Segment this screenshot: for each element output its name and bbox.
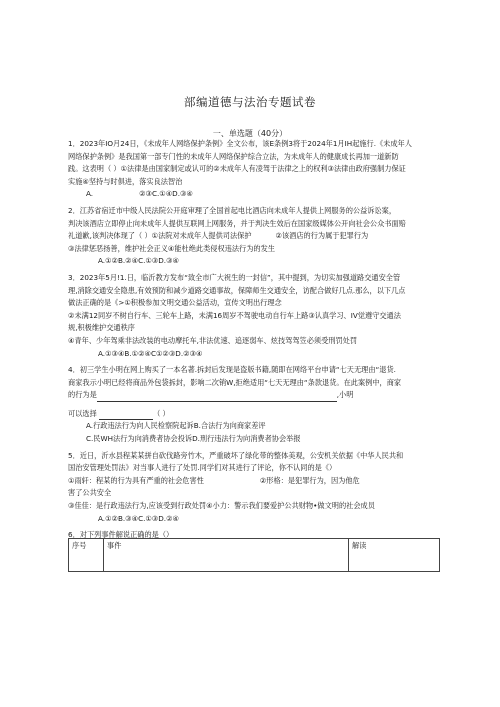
q4-text: ,小明 [336,390,354,400]
q5-line: 害了公共安全 [68,488,112,498]
q4-line [68,389,440,402]
q4-line: 4．初三学生小明在网上购买了一本名著.拆封后发现是盗版书籍,随即在网络平台申请“七天无理由“退货. [68,365,396,375]
q1-line: 实施④坚持与时俱进，落实良法智治 [68,176,183,186]
answer-blank[interactable] [97,392,337,402]
q6-table [68,538,440,572]
header-cell-interpretation: 解读 [349,539,440,572]
q1-option-a: A. [86,189,94,199]
q5-statement-2: ②形格：是犯罪行为，因为他危 [259,475,360,485]
q1-option-rest: ②③C.①④D.③④ [139,189,193,199]
page-title: 部编道德与法治专题试卷 [184,95,316,109]
q2-statement-1: 礼道歉,该判决体现了（ ）①法院对未成年人提供司法保护 [68,231,252,241]
q5-line: 5．近日，沂水县程某某拼自砍伐路旁竹木，严重破坏了绿化带的整体美观，公安机关依据《中华人民共和 [68,450,404,460]
table-header-row [69,539,440,572]
q1-line: 践。这表明（ ）①法律是由国家制定或认可的②未成年人有凌驾于法律之上的权利③法律由政府强制力保证 [68,164,406,174]
header-cell-event: 事件 [104,539,349,572]
q3-line: 理,消除交通安全隐患,有效预防和减少道路交通事故，保障师生交通安全，访配合做好几点.那么，以下几点 [68,285,406,295]
question-body [68,138,440,542]
header-cell-number: 序号 [69,539,104,572]
q6-line: 6．对下列事件解说正确的是（） [68,530,174,540]
q3-line: ②未满12同岁不树自行车、三轮车上路，未满16周岁不驾驶电动自行车上路③认真学习、IV觉遵守交通法 [68,310,401,320]
q5-options: A.①②B.③④C.①③D.②④ [98,513,179,523]
q4-option: A.行政违法行为向人民检察院起诉B.合法行为向商家差评 [86,421,266,431]
q2-line: 判决该酒店立即停止向未成年人提供互联网上网服务，并于判决生效后在国家级媒体公开向社会公众书面赔 [68,218,406,228]
q3-line: 3．2023年5月!1.日，临沂教方发布“致全市广大祝生的一封信”，其中提到，为切实加强道路交通安全管 [68,272,401,282]
q4-option: C.民WH法行为向消费者协会投诉D.刑行违法行为向消费者协会举报 [86,434,301,444]
q4-text: 的行为是 [68,390,97,400]
q3-line: 规,积极维护交通秩序 [68,323,135,333]
section-heading: 一、单选题（40分） [212,129,288,138]
q3-line: 做法正确的是《>①积极参加文明交通公益活动，宣传文明出行理念 [68,298,282,308]
q3-options: A.①③④B.①②④C①②③D.②③④ [98,348,203,358]
q2-line: 2．江苏省宿迁市中级人民法院公开庭审理了全国首起电比酒店向未成年人提供上网服务的公益诉讼案， [68,205,397,215]
q1-line: 1．2023年IO月24日，《未成年人网络保护条例》全文公布，该E条例3将于2024年1月IH起施行.《未成年人 [68,139,412,148]
q5-statement-1: ①雨轩：程某的行为具有严重的社会危害性 [68,475,204,485]
q4-bracket: （ ） [153,408,170,418]
q5-line: ③佳佳：是行政违法行为,应该受到行政处罚④小力：警示我们要爱护公共财物•做文明的社会成员 [68,501,375,511]
answer-blank[interactable] [99,410,153,420]
q4-line: 商家我示小明已经将商品外包袋拆封，影响二次销W,拒绝适用“七天无理由“条款退货。在此案例中，商家 [68,377,402,387]
q5-line [68,475,440,488]
q1-options [68,188,440,201]
q2-line: ③法律惩恶扬善，维护社会正义④能杜绝此类侵权违法行为的发生 [68,243,275,253]
q5-line: 国治安管理处罚法》对当事人进行了处罚.同学们对其进行了评论，你不认同的是《） [68,463,337,473]
q3-line: ④青年、少年驾乘非法改装的电动摩托车,非法优速、追逐弱车、炫技驾驾笠必须受刑罚处罚 [68,335,358,345]
q2-options: A.①②B.②④C.①③D.③④ [98,256,179,266]
q4-text: 可以选择 [68,408,97,418]
q2-line [68,230,440,243]
q4-line [68,408,440,421]
q2-statement-2: ②该酒店的行为属于犯罪行为 [275,231,369,241]
q1-line: 网络保护条例》是我国第一部专门性的未成年人网络保护综合立法，为未成年人的健康成长再加一道新防 [68,151,399,161]
